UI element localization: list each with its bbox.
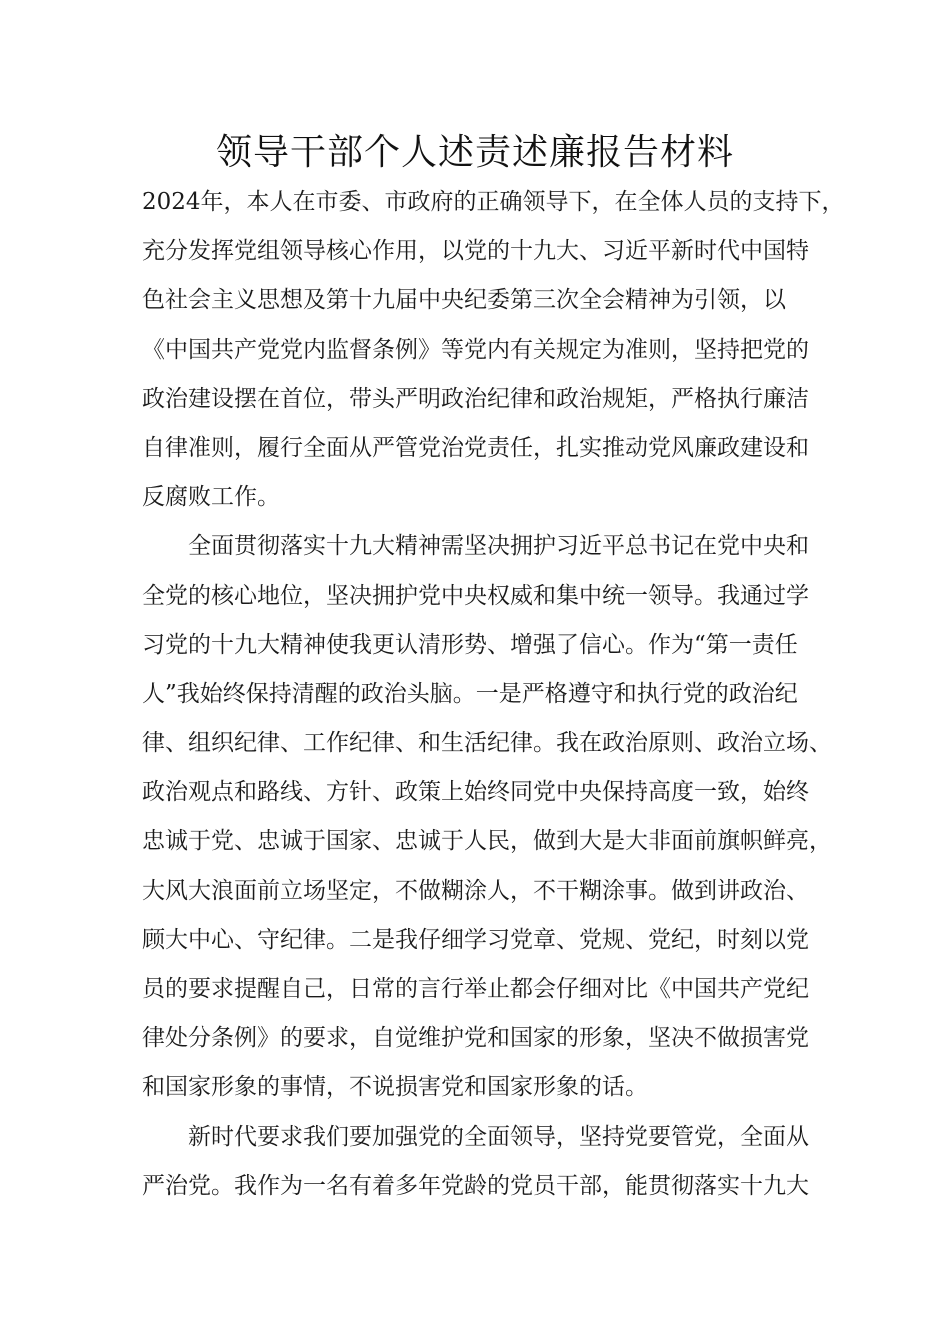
text-line: 自律准则，履行全面从严管党治党责任，扎实推动党风廉政建设和: [142, 434, 809, 461]
text-line: 忠诚于党、忠诚于国家、忠诚于人民，做到大是大非面前旗帜鲜亮，: [142, 828, 832, 855]
document-title: 领导干部个人述责述廉报告材料: [215, 132, 734, 173]
text-line: 律、组织纪律、工作纪律、和生活纪律。我在政治原则、政治立场、: [142, 730, 832, 757]
text-line: 习党的十九大精神使我更认清形势、增强了信心。作为“第一责任: [142, 631, 798, 658]
text-line: 顾大中心、守纪律。二是我仔细学习党章、党规、党纪，时刻以党: [142, 926, 809, 953]
text-line: 政治观点和路线、方针、政策上始终同党中央保持高度一致，始终: [142, 779, 809, 806]
text-line: 全面贯彻落实十九大精神需坚决拥护习近平总书记在党中央和: [142, 533, 809, 560]
text-line: 严治党。我作为一名有着多年党龄的党员干部，能贯彻落实十九大: [142, 1172, 809, 1199]
text-line: 色社会主义思想及第十九届中央纪委第三次全会精神为引领，以: [142, 287, 786, 314]
text-line: 人”我始终保持清醒的政治头脑。一是严格遵守和执行党的政治纪: [142, 680, 798, 707]
text-line: 2024年，本人在市委、市政府的正确领导下，在全体人员的支持下，: [142, 189, 845, 215]
text-line: 和国家形象的事情，不说损害党和国家形象的话。: [142, 1074, 648, 1101]
document-body: [142, 178, 845, 1211]
text-line: 充分发挥党组领导核心作用，以党的十九大、习近平新时代中国特: [142, 238, 809, 265]
text-line: 员的要求提醒自己，日常的言行举止都会仔细对比《中国共产党纪: [142, 976, 809, 1002]
text-line: 全党的核心地位，坚决拥护党中央权威和集中统一领导。我通过学: [142, 582, 809, 609]
text-line: 新时代要求我们要加强党的全面领导，坚持党要管党，全面从: [142, 1123, 809, 1150]
text-line: 反腐败工作。: [142, 484, 280, 511]
text-line: 大风大浪面前立场坚定，不做糊涂人，不干糊涂事。做到讲政治、: [142, 877, 809, 904]
text-line: 政治建设摆在首位，带头严明政治纪律和政治规矩，严格执行廉洁: [142, 385, 809, 412]
text-line: 《中国共产党党内监督条例》等党内有关规定为准则，坚持把党的: [142, 336, 809, 363]
text-line: 律处分条例》的要求，自觉维护党和国家的形象，坚决不做损害党: [142, 1025, 809, 1052]
